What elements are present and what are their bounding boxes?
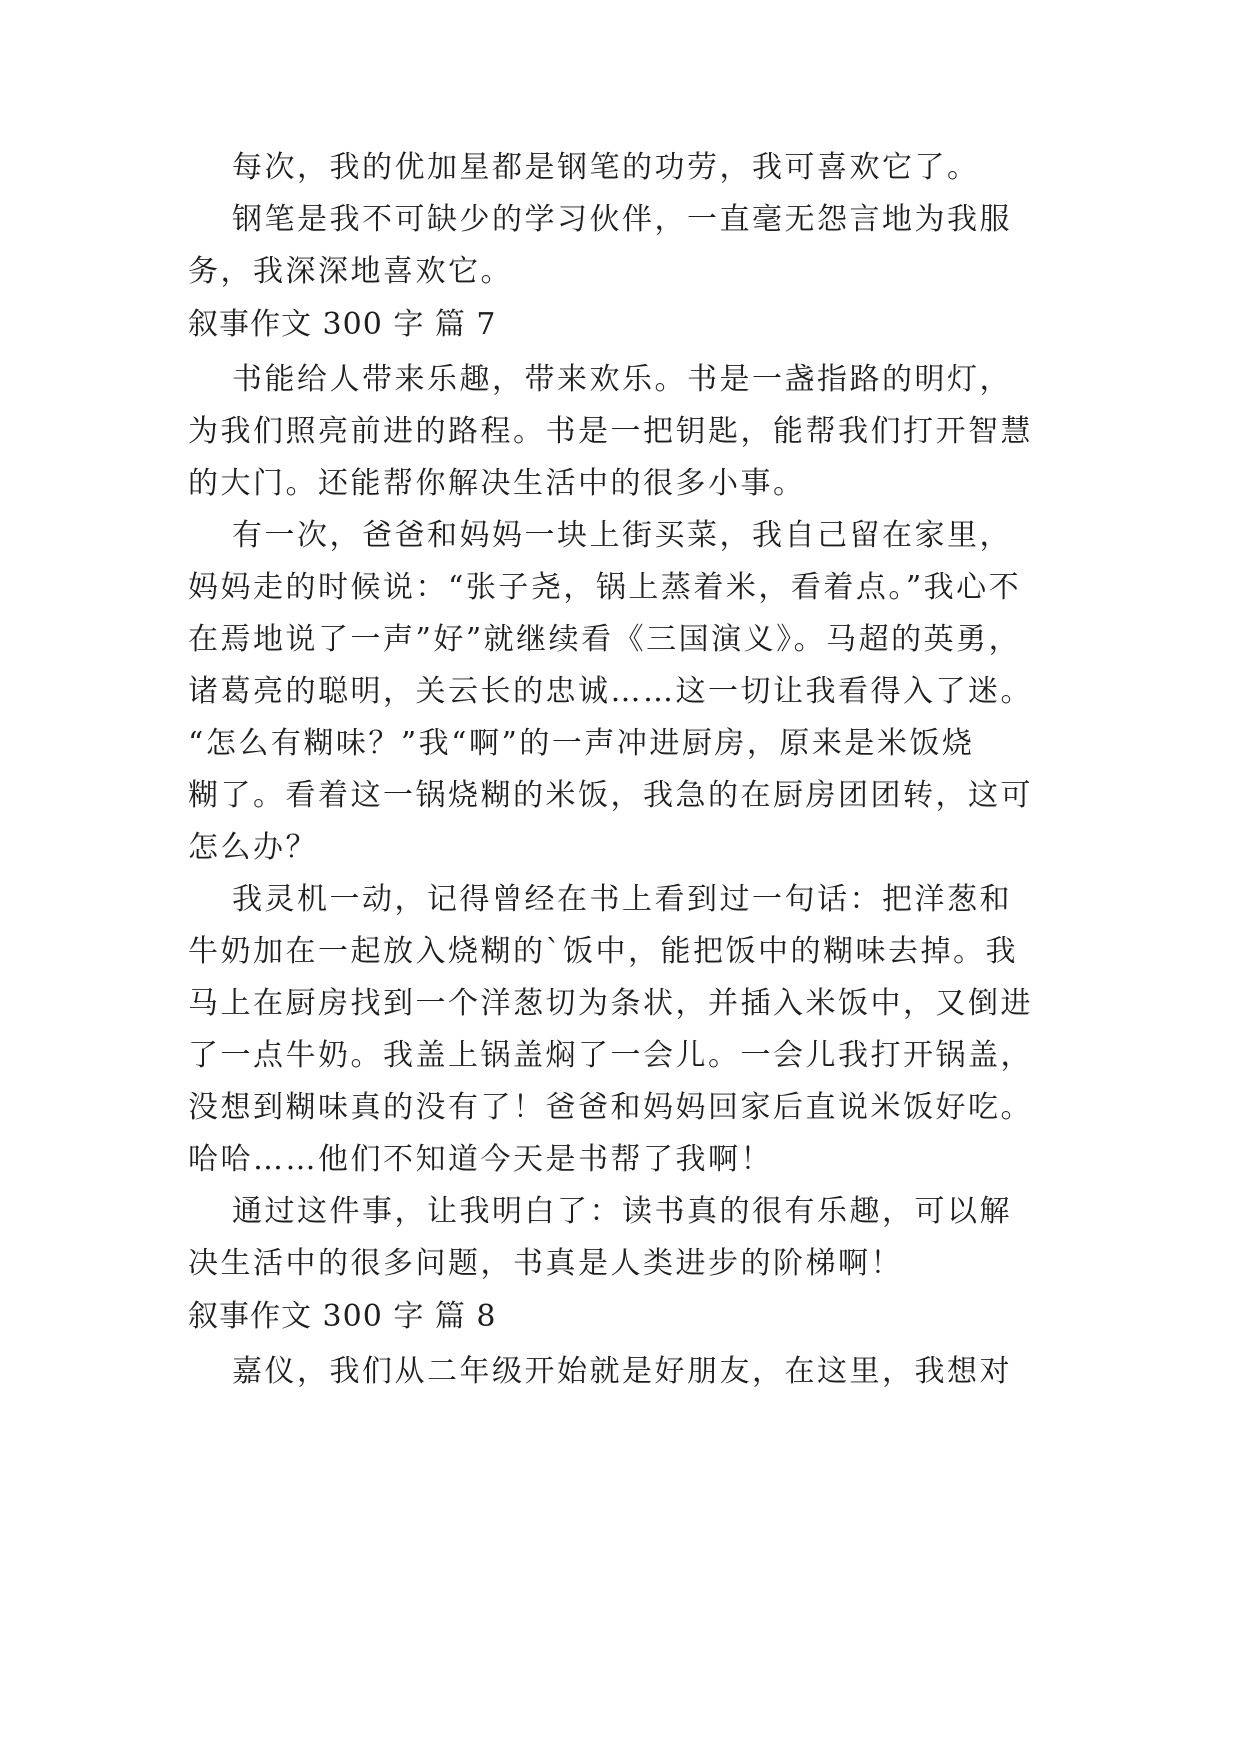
section-heading: 叙事作文 300 字 篇 7: [188, 307, 497, 342]
paragraph-line: 牛奶加在一起放入烧糊的`饭中，能把饭中的糊味去掉。我: [188, 934, 1018, 969]
paragraph-line: 书能给人带来乐趣，带来欢乐。书是一盏指路的明灯，: [232, 362, 1012, 397]
paragraph-line: 在焉地说了一声”好”就继续看《三国演义》。马超的英勇，: [188, 622, 1022, 657]
paragraph-line: 嘉仪，我们从二年级开始就是好朋友，在这里，我想对: [232, 1354, 1012, 1389]
paragraph-line: 钢笔是我不可缺少的学习伙伴，一直毫无怨言地为我服: [232, 202, 1012, 237]
section-heading: 叙事作文 300 字 篇 8: [188, 1299, 497, 1334]
paragraph-line: “怎么有糊味？”我“啊”的一声冲进厨房，原来是米饭烧: [188, 726, 975, 761]
paragraph-line: 务，我深深地喜欢它。: [188, 254, 513, 289]
paragraph-line: 没想到糊味真的没有了！爸爸和妈妈回家后直说米饭好吃。: [188, 1090, 1033, 1125]
paragraph-line: 每次，我的优加星都是钢笔的功劳，我可喜欢它了。: [232, 150, 980, 185]
paragraph-line: 糊了。看着这一锅烧糊的米饭，我急的在厨房团团转，这可: [188, 778, 1033, 813]
paragraph-line: 决生活中的很多问题，书真是人类进步的阶梯啊！: [188, 1246, 903, 1281]
paragraph-line: 我灵机一动，记得曾经在书上看到过一句话：把洋葱和: [232, 882, 1012, 917]
paragraph-line: 怎么办？: [188, 830, 318, 865]
paragraph-line: 马上在厨房找到一个洋葱切为条状，并插入米饭中，又倒进: [188, 986, 1033, 1021]
paragraph-line: 诸葛亮的聪明，关云长的忠诚……这一切让我看得入了迷。: [188, 674, 1033, 709]
paragraph-line: 哈哈……他们不知道今天是书帮了我啊！: [188, 1142, 773, 1177]
paragraph-line: 有一次，爸爸和妈妈一块上街买菜，我自己留在家里，: [232, 518, 1012, 553]
paragraph-line: 为我们照亮前进的路程。书是一把钥匙，能帮我们打开智慧: [188, 414, 1033, 449]
paragraph-line: 了一点牛奶。我盖上锅盖焖了一会儿。一会儿我打开锅盖，: [188, 1038, 1033, 1073]
paragraph-line: 通过这件事，让我明白了：读书真的很有乐趣，可以解: [232, 1194, 1012, 1229]
paragraph-line: 妈妈走的时候说：“张子尧，锅上蒸着米，看着点。”我心不: [188, 570, 1022, 605]
paragraph-line: 的大门。还能帮你解决生活中的很多小事。: [188, 466, 806, 501]
